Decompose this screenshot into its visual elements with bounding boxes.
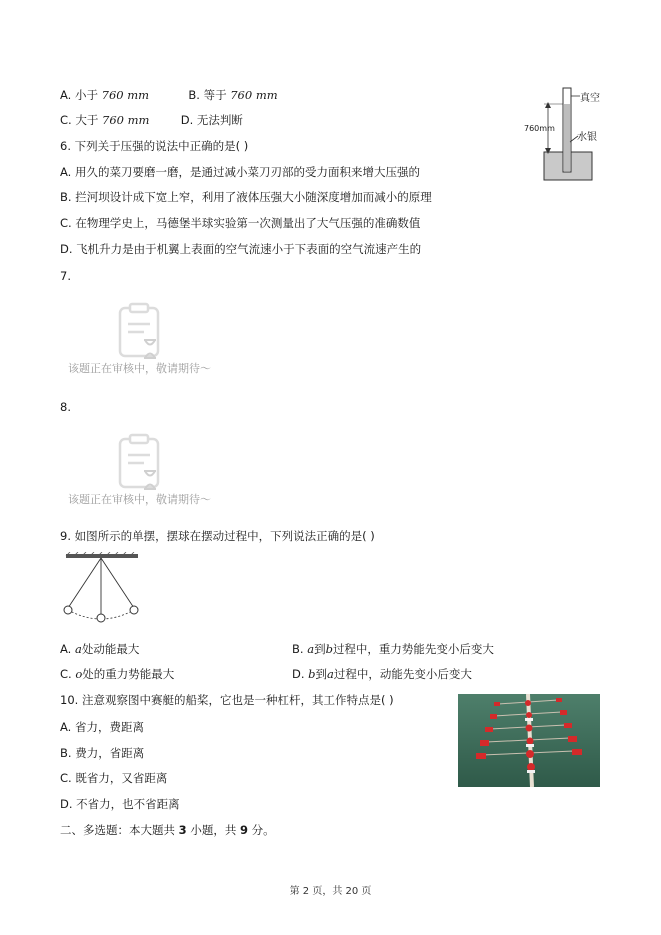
q8-number: 8.	[60, 400, 71, 414]
q7-placeholder-text: 该题正在审核中，敬请期待～	[68, 362, 211, 375]
rowing-boat-photo	[458, 694, 600, 787]
q10-option-c: C. 既省力，又省距离	[60, 771, 168, 785]
q8-placeholder-text: 该题正在审核中，敬请期待～	[68, 493, 211, 506]
q10-stem: 10. 注意观察图中赛艇的船桨，它也是一种杠杆，其工作特点是( )	[60, 693, 394, 707]
mercury-label: 水银	[577, 132, 597, 143]
q5-options-row1	[60, 87, 278, 103]
torricelli-diagram	[520, 84, 620, 184]
q6-option-a: A. 用久的菜刀要磨一磨，是通过减小菜刀刃部的受力面积来增大压强的	[60, 165, 420, 179]
clipboard-hourglass-icon	[114, 433, 164, 491]
vacuum-label: 真空	[580, 93, 600, 104]
q5-options-row2	[60, 112, 243, 128]
q9-option-b: B. a到b过程中，重力势能先变小后变大	[292, 642, 494, 656]
q6-option-b: B. 拦河坝设计成下宽上窄，利用了液体压强大小随深度增加而减小的原理	[60, 190, 432, 204]
q8-placeholder	[60, 427, 230, 517]
page-footer: 第 2 页，共 20 页	[289, 886, 372, 897]
q7-number: 7.	[60, 269, 71, 283]
q9-stem: 9. 如图所示的单摆，摆球在摆动过程中，下列说法正确的是( )	[60, 529, 375, 543]
q10-option-a: A. 省力，费距离	[60, 720, 144, 734]
q6-option-d: D. 飞机升力是由于机翼上表面的空气流速小于下表面的空气流速产生的	[60, 242, 422, 256]
section2-heading: 二、多选题：本大题共 3 小题，共 9 分。	[60, 823, 275, 837]
clipboard-hourglass-icon	[114, 302, 164, 360]
q7-placeholder	[60, 296, 230, 386]
q6-stem: 6. 下列关于压强的说法中正确的是( )	[60, 139, 249, 153]
torricelli-figure	[520, 84, 620, 184]
q5-option-b: B. 等于 760 mm	[188, 88, 278, 102]
pendulum-diagram	[58, 552, 148, 628]
q5-option-c: C. 大于 760 mm	[60, 113, 150, 127]
q9-option-c: C. o处的重力势能最大	[60, 667, 175, 681]
q9-option-d: D. b到a过程中，动能先变小后变大	[292, 667, 472, 681]
q5-option-a: A. 小于 760 mm	[60, 88, 150, 102]
height-label: 760mm	[524, 124, 555, 133]
q6-option-c: C. 在物理学史上，马德堡半球实验第一次测量出了大气压强的准确数值	[60, 216, 421, 230]
q9-option-a: A. a处动能最大	[60, 642, 140, 656]
q5-option-d: D. 无法判断	[180, 113, 243, 127]
q10-option-b: B. 费力，省距离	[60, 746, 145, 760]
q10-option-d: D. 不省力，也不省距离	[60, 797, 180, 811]
